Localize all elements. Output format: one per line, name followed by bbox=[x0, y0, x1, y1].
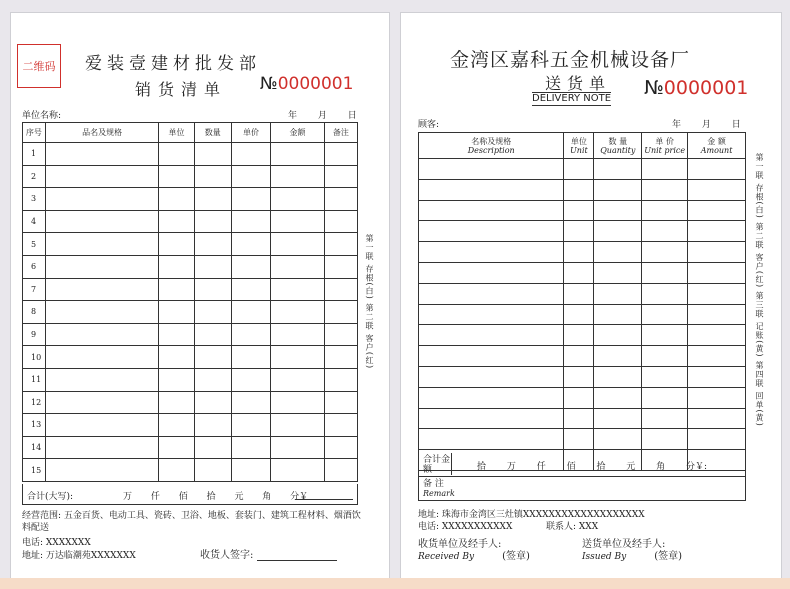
row-number: 8 bbox=[23, 301, 46, 324]
table-cell[interactable] bbox=[419, 242, 564, 263]
table-cell[interactable] bbox=[419, 346, 564, 367]
left-col-header: 备注 bbox=[324, 123, 357, 143]
right-phone: 电话: XXXXXXXXXXX bbox=[418, 522, 513, 532]
row-number: 5 bbox=[23, 233, 46, 256]
issued-by-label-en: Issued By bbox=[582, 552, 627, 562]
table-cell[interactable] bbox=[324, 436, 357, 459]
right-total-line[interactable] bbox=[687, 470, 741, 471]
right-total-row bbox=[418, 453, 746, 477]
row-number: 9 bbox=[23, 323, 46, 346]
table-row bbox=[419, 346, 746, 367]
received-by-label-en: Received By bbox=[418, 552, 475, 562]
table-cell[interactable] bbox=[688, 200, 746, 221]
row-number: 13 bbox=[23, 414, 46, 437]
table-cell[interactable] bbox=[271, 323, 325, 346]
right-col-header: 单位 Unit bbox=[564, 133, 594, 159]
table-cell[interactable] bbox=[688, 242, 746, 263]
table-cell[interactable] bbox=[194, 436, 231, 459]
right-form-title: 送货单 bbox=[545, 74, 612, 93]
table-cell[interactable] bbox=[688, 304, 746, 325]
remark-field[interactable] bbox=[418, 477, 746, 501]
table-cell[interactable] bbox=[419, 159, 564, 180]
left-total-units: 万 仟 佰 拾 元 角 分￥ bbox=[123, 492, 309, 502]
customer-label: 顾客: bbox=[418, 120, 440, 130]
table-cell[interactable] bbox=[642, 179, 688, 200]
table-cell[interactable] bbox=[194, 301, 231, 324]
table-row bbox=[23, 255, 358, 278]
table-cell[interactable] bbox=[45, 368, 159, 391]
table-cell[interactable] bbox=[324, 346, 357, 369]
table-cell[interactable] bbox=[271, 233, 325, 256]
table-cell[interactable] bbox=[324, 188, 357, 211]
table-cell[interactable] bbox=[642, 325, 688, 346]
table-cell[interactable] bbox=[688, 325, 746, 346]
table-cell[interactable] bbox=[159, 414, 194, 437]
right-table-header bbox=[419, 133, 746, 159]
left-serial-number: №0000001 bbox=[260, 74, 354, 94]
table-row bbox=[23, 346, 358, 369]
table-row bbox=[419, 408, 746, 429]
table-cell[interactable] bbox=[594, 304, 642, 325]
table-row bbox=[23, 165, 358, 188]
table-cell[interactable] bbox=[594, 262, 642, 283]
table-cell[interactable] bbox=[419, 179, 564, 200]
received-by-signature[interactable] bbox=[418, 539, 530, 563]
table-cell[interactable] bbox=[324, 165, 357, 188]
table-cell[interactable] bbox=[324, 233, 357, 256]
issued-stamp-label: (签章) bbox=[654, 551, 683, 562]
left-address: 地址: 万达临潮苑XXXXXXX bbox=[22, 551, 136, 561]
table-cell[interactable] bbox=[642, 221, 688, 242]
table-cell[interactable] bbox=[271, 368, 325, 391]
left-col-header: 单价 bbox=[231, 123, 270, 143]
table-cell[interactable] bbox=[271, 459, 325, 482]
table-cell[interactable] bbox=[231, 165, 270, 188]
table-cell[interactable] bbox=[688, 346, 746, 367]
table-cell[interactable] bbox=[564, 325, 594, 346]
left-phone: 电话: XXXXXXX bbox=[22, 538, 91, 548]
right-col-header: 数 量 Quantity bbox=[594, 133, 642, 159]
table-cell[interactable] bbox=[564, 387, 594, 408]
table-cell[interactable] bbox=[594, 200, 642, 221]
table-cell[interactable] bbox=[324, 278, 357, 301]
left-company-name: 爱装壹建材批发部 bbox=[85, 54, 261, 74]
table-cell[interactable] bbox=[194, 165, 231, 188]
table-row bbox=[419, 221, 746, 242]
table-cell[interactable] bbox=[271, 436, 325, 459]
table-row bbox=[23, 459, 358, 482]
table-cell[interactable] bbox=[324, 255, 357, 278]
table-row bbox=[419, 325, 746, 346]
table-cell[interactable] bbox=[159, 278, 194, 301]
table-cell[interactable] bbox=[642, 159, 688, 180]
table-cell[interactable] bbox=[688, 429, 746, 450]
table-cell[interactable] bbox=[642, 262, 688, 283]
table-cell[interactable] bbox=[45, 188, 159, 211]
table-cell[interactable] bbox=[45, 233, 159, 256]
issued-by-signature[interactable] bbox=[582, 539, 682, 563]
table-cell[interactable] bbox=[271, 278, 325, 301]
receiver-signature-label: 收货人签字: bbox=[200, 550, 254, 561]
left-col-header: 单位 bbox=[159, 123, 194, 143]
bottom-band bbox=[0, 578, 790, 589]
business-scope: 经营范围: 五金百货、电动工具、瓷砖、卫浴、地板、套装门、建筑工程材料、烟酒饮料配送 bbox=[22, 511, 361, 533]
table-cell[interactable] bbox=[642, 408, 688, 429]
table-cell[interactable] bbox=[564, 159, 594, 180]
table-cell[interactable] bbox=[419, 408, 564, 429]
table-cell[interactable] bbox=[594, 408, 642, 429]
table-cell[interactable] bbox=[271, 165, 325, 188]
table-cell[interactable] bbox=[159, 210, 194, 233]
table-cell[interactable] bbox=[688, 221, 746, 242]
table-cell[interactable] bbox=[594, 346, 642, 367]
left-col-header: 数量 bbox=[194, 123, 231, 143]
table-cell[interactable] bbox=[45, 323, 159, 346]
table-cell[interactable] bbox=[194, 255, 231, 278]
table-cell[interactable] bbox=[419, 387, 564, 408]
table-row bbox=[419, 262, 746, 283]
table-row bbox=[23, 210, 358, 233]
table-cell[interactable] bbox=[231, 301, 270, 324]
table-cell[interactable] bbox=[271, 414, 325, 437]
table-cell[interactable] bbox=[324, 391, 357, 414]
table-cell[interactable] bbox=[45, 436, 159, 459]
table-cell[interactable] bbox=[194, 278, 231, 301]
table-cell[interactable] bbox=[564, 179, 594, 200]
table-cell[interactable] bbox=[324, 210, 357, 233]
table-cell[interactable] bbox=[231, 210, 270, 233]
left-unit-name-label: 单位名称: bbox=[22, 111, 62, 121]
table-row bbox=[23, 143, 358, 166]
table-cell[interactable] bbox=[324, 143, 357, 166]
table-cell[interactable] bbox=[231, 323, 270, 346]
table-cell[interactable] bbox=[419, 283, 564, 304]
table-cell[interactable] bbox=[45, 278, 159, 301]
table-row bbox=[23, 323, 358, 346]
row-number: 6 bbox=[23, 255, 46, 278]
table-cell[interactable] bbox=[419, 221, 564, 242]
left-col-header: 序号 bbox=[23, 123, 46, 143]
table-cell[interactable] bbox=[419, 262, 564, 283]
table-cell[interactable] bbox=[564, 262, 594, 283]
table-cell[interactable] bbox=[194, 346, 231, 369]
table-cell[interactable] bbox=[594, 159, 642, 180]
table-cell[interactable] bbox=[159, 346, 194, 369]
right-col-header: 名称及规格 Description bbox=[419, 133, 564, 159]
table-cell[interactable] bbox=[419, 200, 564, 221]
table-cell[interactable] bbox=[419, 366, 564, 387]
table-row bbox=[419, 366, 746, 387]
row-number: 12 bbox=[23, 391, 46, 414]
table-row bbox=[419, 159, 746, 180]
right-col-header: 单 价 Unit price bbox=[642, 133, 688, 159]
right-date-label: 年 月 日 bbox=[672, 120, 741, 130]
table-cell[interactable] bbox=[564, 346, 594, 367]
right-total-label: 合计金额 bbox=[423, 455, 451, 475]
right-form-title-en: DELIVERY NOTE bbox=[532, 93, 612, 104]
received-by-label: 收货单位及经手人: bbox=[418, 539, 502, 550]
left-col-header: 金额 bbox=[271, 123, 325, 143]
table-cell[interactable] bbox=[194, 233, 231, 256]
table-cell[interactable] bbox=[45, 165, 159, 188]
table-cell[interactable] bbox=[324, 301, 357, 324]
table-cell[interactable] bbox=[271, 301, 325, 324]
table-cell[interactable] bbox=[688, 262, 746, 283]
table-cell[interactable] bbox=[642, 346, 688, 367]
table-row bbox=[419, 179, 746, 200]
table-cell[interactable] bbox=[231, 346, 270, 369]
table-cell[interactable] bbox=[159, 233, 194, 256]
remark-label: 备 注 bbox=[423, 479, 444, 489]
table-cell[interactable] bbox=[642, 242, 688, 263]
table-cell[interactable] bbox=[594, 179, 642, 200]
table-cell[interactable] bbox=[194, 323, 231, 346]
table-cell[interactable] bbox=[45, 301, 159, 324]
table-cell[interactable] bbox=[45, 210, 159, 233]
right-company-name: 金湾区嘉科五金机械设备厂 bbox=[450, 49, 691, 71]
table-cell[interactable] bbox=[564, 366, 594, 387]
table-cell[interactable] bbox=[688, 387, 746, 408]
table-row bbox=[23, 188, 358, 211]
table-cell[interactable] bbox=[324, 368, 357, 391]
table-cell[interactable] bbox=[324, 414, 357, 437]
table-cell[interactable] bbox=[159, 188, 194, 211]
table-cell[interactable] bbox=[564, 429, 594, 450]
table-cell[interactable] bbox=[159, 301, 194, 324]
table-row bbox=[419, 242, 746, 263]
table-cell[interactable] bbox=[564, 221, 594, 242]
table-row bbox=[23, 391, 358, 414]
table-cell[interactable] bbox=[419, 304, 564, 325]
table-cell[interactable] bbox=[564, 304, 594, 325]
table-cell[interactable] bbox=[324, 459, 357, 482]
table-cell[interactable] bbox=[688, 179, 746, 200]
table-cell[interactable] bbox=[231, 143, 270, 166]
table-cell[interactable] bbox=[642, 304, 688, 325]
table-cell[interactable] bbox=[159, 368, 194, 391]
table-cell[interactable] bbox=[642, 429, 688, 450]
right-address: 地址: 珠海市金湾区三灶镇XXXXXXXXXXXXXXXXXXX bbox=[418, 510, 645, 520]
left-col-header: 品名及规格 bbox=[45, 123, 159, 143]
table-cell[interactable] bbox=[45, 391, 159, 414]
left-total-line[interactable] bbox=[295, 499, 353, 500]
left-total-label: 合计(大写): bbox=[27, 492, 74, 502]
table-cell[interactable] bbox=[159, 255, 194, 278]
received-stamp-label: (签章) bbox=[502, 551, 530, 562]
table-cell[interactable] bbox=[688, 408, 746, 429]
table-cell[interactable] bbox=[231, 436, 270, 459]
row-number: 4 bbox=[23, 210, 46, 233]
table-cell[interactable] bbox=[688, 366, 746, 387]
table-cell[interactable] bbox=[324, 323, 357, 346]
right-copy-note: 第一联 存根(白) 第二联 客户(红) 第三联 记账(黄) 第四联 回单(黄) bbox=[755, 153, 764, 427]
table-cell[interactable] bbox=[642, 387, 688, 408]
left-items-table bbox=[22, 122, 358, 482]
table-cell[interactable] bbox=[564, 283, 594, 304]
table-cell[interactable] bbox=[159, 436, 194, 459]
row-number: 15 bbox=[23, 459, 46, 482]
table-cell[interactable] bbox=[594, 242, 642, 263]
table-cell[interactable] bbox=[159, 391, 194, 414]
table-row bbox=[23, 414, 358, 437]
table-cell[interactable] bbox=[231, 278, 270, 301]
table-cell[interactable] bbox=[45, 346, 159, 369]
table-cell[interactable] bbox=[45, 414, 159, 437]
table-cell[interactable] bbox=[194, 391, 231, 414]
row-number: 11 bbox=[23, 368, 46, 391]
table-cell[interactable] bbox=[45, 255, 159, 278]
table-cell[interactable] bbox=[45, 143, 159, 166]
table-cell[interactable] bbox=[564, 408, 594, 429]
table-cell[interactable] bbox=[159, 459, 194, 482]
left-total-row bbox=[22, 484, 358, 505]
table-cell[interactable] bbox=[231, 233, 270, 256]
remark-label-en: Remark bbox=[423, 489, 455, 498]
table-cell[interactable] bbox=[419, 325, 564, 346]
table-cell[interactable] bbox=[688, 283, 746, 304]
left-form-title: 销货清单 bbox=[135, 80, 228, 99]
table-cell[interactable] bbox=[231, 255, 270, 278]
row-number: 3 bbox=[23, 188, 46, 211]
table-cell[interactable] bbox=[271, 188, 325, 211]
qr-code-placeholder: 二维码 bbox=[17, 44, 61, 88]
table-cell[interactable] bbox=[159, 165, 194, 188]
table-cell[interactable] bbox=[159, 143, 194, 166]
table-cell[interactable] bbox=[594, 221, 642, 242]
receiver-signature-line[interactable] bbox=[257, 560, 337, 561]
table-cell[interactable] bbox=[271, 255, 325, 278]
table-cell[interactable] bbox=[642, 366, 688, 387]
left-date-label: 年 月 日 bbox=[288, 111, 357, 121]
right-total-units: 拾 万 仟 佰 拾 元 角 分￥: bbox=[477, 462, 708, 472]
table-cell[interactable] bbox=[271, 143, 325, 166]
row-number: 2 bbox=[23, 165, 46, 188]
left-copy-note: 第一联 存根(白) 第二联 客户(红) bbox=[365, 234, 374, 370]
table-row bbox=[23, 436, 358, 459]
table-cell[interactable] bbox=[159, 323, 194, 346]
left-table-header bbox=[23, 123, 358, 143]
table-cell[interactable] bbox=[594, 283, 642, 304]
table-cell[interactable] bbox=[564, 242, 594, 263]
table-cell[interactable] bbox=[642, 200, 688, 221]
table-cell[interactable] bbox=[594, 429, 642, 450]
table-cell[interactable] bbox=[594, 387, 642, 408]
table-row bbox=[23, 233, 358, 256]
table-cell[interactable] bbox=[231, 188, 270, 211]
row-number: 10 bbox=[23, 346, 46, 369]
right-items-table bbox=[418, 132, 746, 471]
table-cell[interactable] bbox=[194, 459, 231, 482]
table-cell[interactable] bbox=[564, 200, 594, 221]
table-cell[interactable] bbox=[194, 368, 231, 391]
table-cell[interactable] bbox=[594, 325, 642, 346]
table-cell[interactable] bbox=[194, 210, 231, 233]
table-row bbox=[23, 301, 358, 324]
table-row bbox=[23, 368, 358, 391]
row-number: 1 bbox=[23, 143, 46, 166]
table-row bbox=[419, 304, 746, 325]
row-number: 7 bbox=[23, 278, 46, 301]
table-cell[interactable] bbox=[688, 159, 746, 180]
table-cell[interactable] bbox=[271, 391, 325, 414]
table-row bbox=[419, 429, 746, 450]
row-number: 14 bbox=[23, 436, 46, 459]
table-row bbox=[419, 387, 746, 408]
table-cell[interactable] bbox=[45, 459, 159, 482]
table-cell[interactable] bbox=[419, 429, 564, 450]
table-cell[interactable] bbox=[231, 414, 270, 437]
table-cell[interactable] bbox=[594, 366, 642, 387]
table-cell[interactable] bbox=[194, 414, 231, 437]
table-cell[interactable] bbox=[271, 210, 325, 233]
table-cell[interactable] bbox=[231, 459, 270, 482]
table-cell[interactable] bbox=[194, 188, 231, 211]
issued-by-label: 送货单位及经手人: bbox=[582, 539, 666, 550]
right-col-header: 金 额 Amount bbox=[688, 133, 746, 159]
table-row bbox=[419, 200, 746, 221]
table-cell[interactable] bbox=[642, 283, 688, 304]
table-cell[interactable] bbox=[194, 143, 231, 166]
table-row bbox=[23, 278, 358, 301]
table-cell[interactable] bbox=[231, 368, 270, 391]
right-contact: 联系人: XXX bbox=[546, 522, 599, 532]
table-row bbox=[419, 283, 746, 304]
receiver-signature bbox=[200, 546, 337, 561]
table-cell[interactable] bbox=[271, 346, 325, 369]
table-cell[interactable] bbox=[231, 391, 270, 414]
right-serial-number: №0000001 bbox=[644, 77, 749, 99]
